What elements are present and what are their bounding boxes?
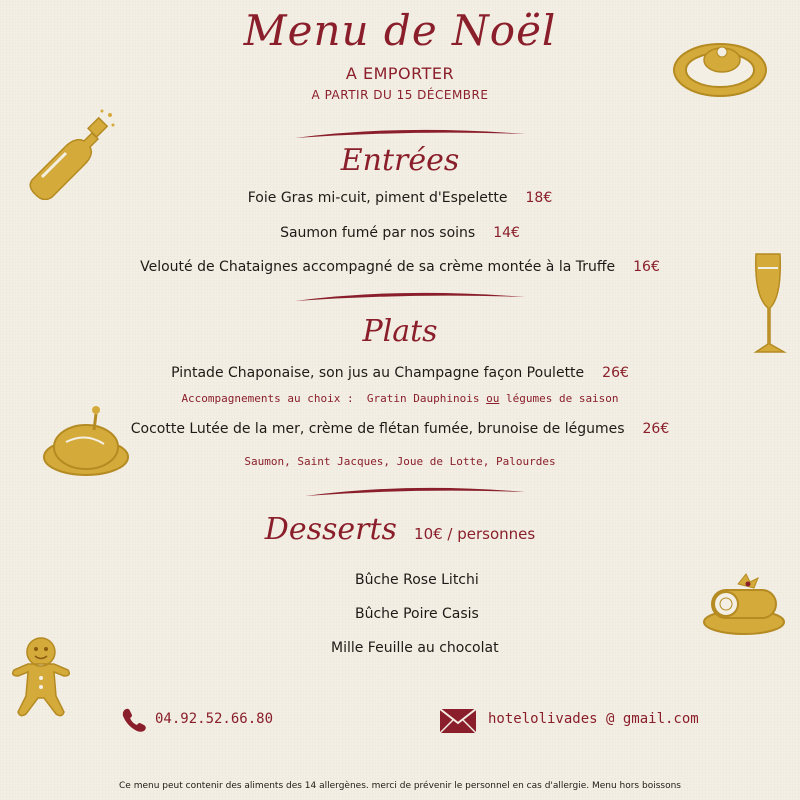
accompagnements-label: Accompagnements au choix : [181, 392, 354, 405]
section-title-desserts: Desserts [264, 512, 397, 547]
dessert-plate-icon [670, 30, 770, 100]
accompagnement-option-2: légumes de saison [505, 392, 619, 405]
item-price: 14€ [493, 225, 520, 241]
menu-date-line: A PARTIR DU 15 DÉCEMBRE [311, 88, 489, 102]
menu-subtitle: A EMPORTER [345, 64, 455, 83]
dessert-item: Mille Feuille au chocolat [331, 640, 499, 656]
allergen-notice: Ce menu peut contenir des aliments des 14 allergènes. merci de prévenir le personnel en cas d'allergie. Menu hors boissons [119, 781, 681, 791]
dessert-item: Bûche Poire Casis [355, 606, 479, 622]
item-name: Velouté de Chataignes accompagné de sa crème montée à la Truffe [140, 259, 616, 275]
champagne-glass-icon [748, 248, 796, 360]
desserts-header [0, 512, 800, 547]
yule-log-icon [698, 570, 786, 638]
item-name: Saumon fumé par nos soins [280, 225, 476, 241]
item-price: 26€ [602, 365, 629, 381]
menu-item-foie-gras [0, 190, 800, 206]
cocotte-note: Saumon, Saint Jacques, Joue de Lotte, Palourdes [244, 455, 556, 468]
menu-item-pintade [0, 365, 800, 381]
envelope-icon [439, 708, 477, 734]
roast-turkey-icon [40, 402, 132, 480]
section-title-entrees: Entrées [340, 143, 460, 178]
gingerbread-man-icon [8, 634, 74, 720]
champagne-bottle-icon [22, 105, 117, 200]
decorative-swash [0, 484, 800, 500]
item-name: Cocotte Lutée de la mer, crème de flétan fumée, brunoise de légumes [130, 421, 625, 437]
item-price: 18€ [525, 190, 553, 206]
phone-icon [120, 706, 148, 734]
desserts-price: 10€ / personnes [414, 525, 536, 543]
accompagnement-option-1: Gratin Dauphinois [366, 392, 480, 405]
email-address[interactable]: hotelolivades @ gmail.com [488, 711, 699, 727]
item-price: 26€ [642, 421, 670, 437]
item-name: Foie Gras mi-cuit, piment d'Espelette [247, 190, 508, 206]
menu-item-saumon [0, 225, 800, 241]
item-price: 16€ [633, 259, 660, 275]
menu-title: Menu de Noël [243, 6, 557, 55]
decorative-swash [0, 126, 800, 142]
phone-number[interactable]: 04.92.52.66.80 [155, 711, 274, 727]
accompagnement-or: ou [486, 392, 500, 405]
section-title-plats: Plats [362, 314, 438, 349]
menu-item-veloute [0, 259, 800, 275]
dessert-item: Bûche Rose Litchi [355, 572, 479, 588]
item-name: Pintade Chaponaise, son jus au Champagne façon Poulette [171, 365, 585, 381]
decorative-swash [0, 289, 800, 305]
